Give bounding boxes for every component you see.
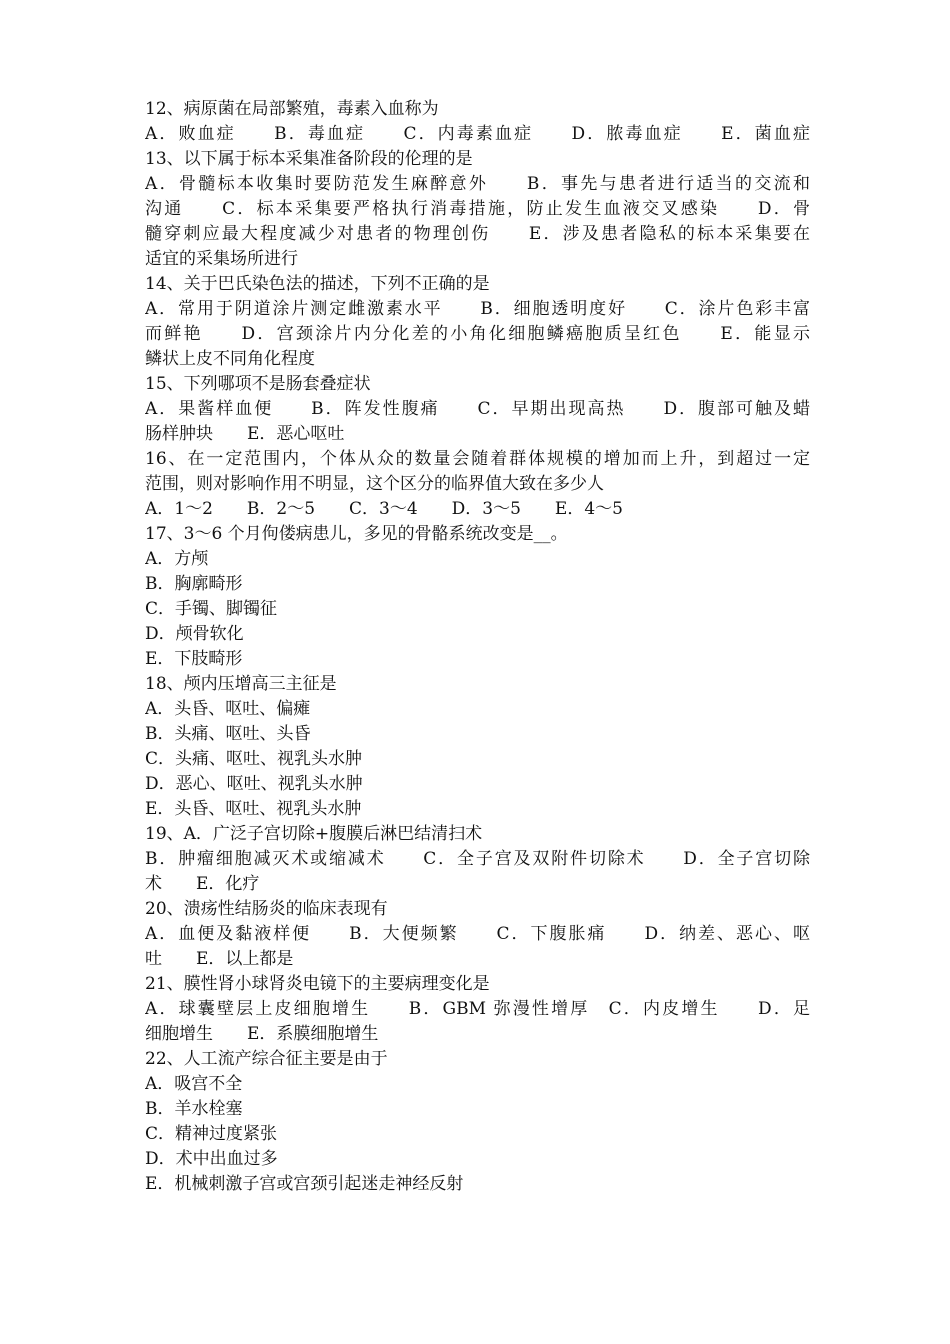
text-line: 术 E．化疗 — [145, 874, 260, 894]
text-line: 21、膜性肾小球肾炎电镜下的主要病理变化是 — [145, 974, 490, 994]
text-line: D．颅骨软化 — [145, 624, 244, 644]
text-line: 吐 E．以上都是 — [145, 949, 294, 969]
text-line: 沟通 C．标本采集要严格执行消毒措施，防止发生血液交叉感染 D．骨 — [145, 199, 810, 219]
text-line: A．果酱样血便 B．阵发性腹痛 C．早期出现高热 D．腹部可触及蜡 — [145, 399, 810, 419]
text-line: A．血便及黏液样便 B．大便频繁 C．下腹胀痛 D．纳差、恶心、呕 — [145, 924, 810, 944]
text-line: 17、3～6 个月佝偻病患儿，多见的骨骼系统改变是__。 — [145, 524, 568, 544]
text-line: A．败血症 B．毒血症 C．内毒素血症 D．脓毒血症 E．菌血症 — [145, 124, 810, 144]
text-line: 13、以下属于标本采集准备阶段的伦理的是 — [145, 149, 473, 169]
text-line: E．机械刺激子宫或宫颈引起迷走神经反射 — [145, 1174, 464, 1194]
text-line: 适宜的采集场所进行 — [145, 249, 298, 269]
text-line: 鳞状上皮不同角化程度 — [145, 349, 315, 369]
text-line: C．头痛、呕吐、视乳头水肿 — [145, 749, 363, 769]
text-line: D．术中出血过多 — [145, 1149, 278, 1169]
text-line: 范围，则对影响作用不明显，这个区分的临界值大致在多少人 — [145, 474, 604, 494]
text-line: A．头昏、呕吐、偏瘫 — [145, 699, 311, 719]
text-line: 髓穿刺应最大程度减少对患者的物理创伤 E．涉及患者隐私的标本采集要在 — [145, 224, 810, 244]
text-line: 19、A．广泛子宫切除+腹膜后淋巴结清扫术 — [145, 824, 483, 844]
text-line: 14、关于巴氏染色法的描述，下列不正确的是 — [145, 274, 490, 294]
text-line: A．球囊壁层上皮细胞增生 B．GBM 弥漫性增厚 C．内皮增生 D．足 — [145, 999, 810, 1019]
text-line: B．肿瘤细胞减灭术或缩减术 C．全子宫及双附件切除术 D．全子宫切除 — [145, 849, 810, 869]
text-line: E．头昏、呕吐、视乳头水肿 — [145, 799, 362, 819]
text-line: A．常用于阴道涂片测定雌激素水平 B．细胞透明度好 C．涂片色彩丰富 — [145, 299, 810, 319]
text-line: A．骨髓标本收集时要防范发生麻醉意外 B．事先与患者进行适当的交流和 — [145, 174, 810, 194]
text-line: 12、病原菌在局部繁殖，毒素入血称为 — [145, 99, 439, 119]
text-line: 22、人工流产综合征主要是由于 — [145, 1049, 388, 1069]
text-line: 16、在一定范围内，个体从众的数量会随着群体规模的增加而上升，到超过一定 — [145, 449, 810, 469]
text-line: 15、下列哪项不是肠套叠症状 — [145, 374, 371, 394]
text-line: 而鲜艳 D．宫颈涂片内分化差的小角化细胞鳞癌胞质呈红色 E．能显示 — [145, 324, 810, 344]
text-line: 18、颅内压增高三主征是 — [145, 674, 337, 694]
text-line: C．精神过度紧张 — [145, 1124, 278, 1144]
text-line: B．头痛、呕吐、头昏 — [145, 724, 311, 744]
text-line: D．恶心、呕吐、视乳头水肿 — [145, 774, 363, 794]
text-line: 细胞增生 E．系膜细胞增生 — [145, 1024, 379, 1044]
text-line: A．1～2 B．2～5 C．3～4 D．3～5 E．4～5 — [145, 499, 623, 519]
text-line: B．胸廓畸形 — [145, 574, 243, 594]
text-line: E．下肢畸形 — [145, 649, 243, 669]
text-line: C．手镯、脚镯征 — [145, 599, 278, 619]
text-line: A．方颅 — [145, 549, 209, 569]
document-page — [145, 97, 810, 1197]
text-line: 肠样肿块 E．恶心呕吐 — [145, 424, 345, 444]
text-line: A．吸宫不全 — [145, 1074, 243, 1094]
text-line: B．羊水栓塞 — [145, 1099, 243, 1119]
text-line: 20、溃疡性结肠炎的临床表现有 — [145, 899, 388, 919]
